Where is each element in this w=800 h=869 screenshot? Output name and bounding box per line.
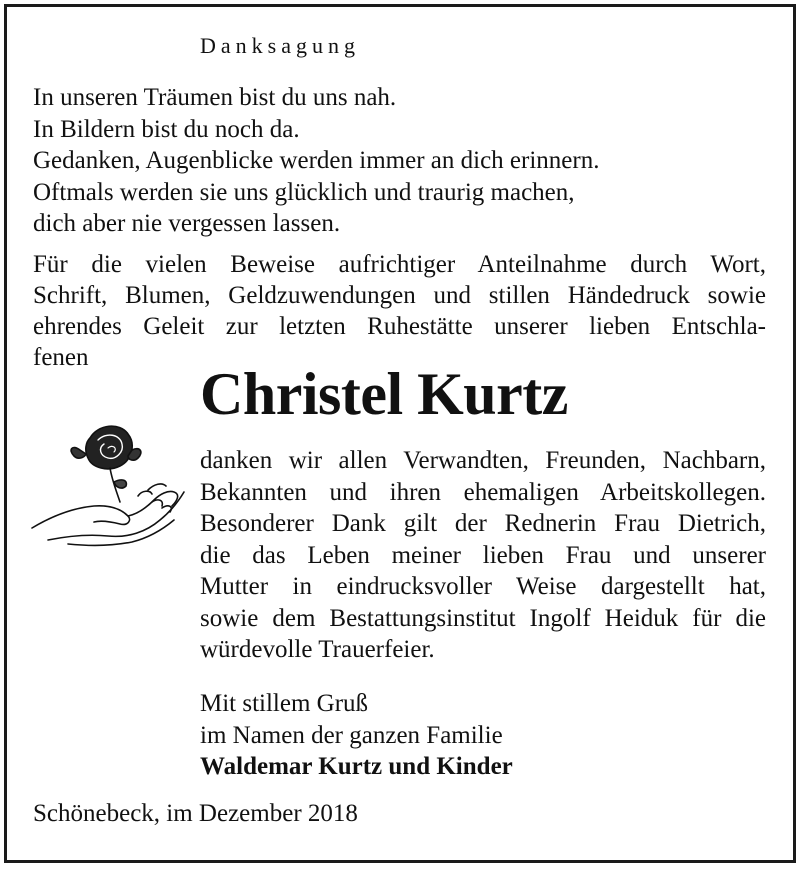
thanks-line: würdevolle Trauerfeier. [200,636,435,663]
poem-line: Gedanken, Augenblicke werden immer an dich erinnern. [33,147,600,174]
intro-line: Für die vielen Beweise aufrichtiger Anteilnahme durch Wort, [33,251,766,278]
rose-in-hands-icon [28,420,193,550]
closing-block [200,688,513,783]
poem-line: In unseren Träumen bist du uns nah. [33,84,397,111]
place-date: Schönebeck, im Dezember 2018 [33,800,358,827]
poem-block [33,82,599,240]
deceased-name: Christel Kurtz [200,361,568,427]
thanks-line: Bekannten und ihren ehemaligen Arbeitskollegen. [200,478,766,506]
intro-line: Schrift, Blumen, Geldzuwendungen und stillen Händedruck sowie [33,282,766,309]
intro-line: fenen [33,344,89,371]
poem-line: dich aber nie vergessen lassen. [33,210,341,237]
intro-line: ehrendes Geleit zur letzten Ruhestätte unserer lieben Entschla- [33,313,766,340]
thanks-paragraph [200,445,766,666]
closing-signature: Waldemar Kurtz und Kinder [200,753,513,780]
poem-line: Oftmals werden sie uns glücklich und traurig machen, [33,178,575,206]
closing-family: im Namen der ganzen Familie [200,721,503,749]
intro-paragraph [33,249,766,373]
thanks-line: danken wir allen Verwandten, Freunden, Nachbarn, [200,447,766,474]
closing-greeting: Mit stillem Gruß [200,690,369,717]
thanks-line: Besonderer Dank gilt der Rednerin Frau Dietrich, [200,510,766,537]
thanks-line: sowie dem Bestattungsinstitut Ingolf Heiduk für die [200,604,766,632]
poem-line: In Bildern bist du noch da. [33,115,300,143]
notice-heading: Danksagung [200,33,360,58]
thanks-line: die das Leben meiner lieben Frau und unserer [200,541,766,569]
thanks-line: Mutter in eindrucksvoller Weise dargestellt hat, [200,573,766,600]
